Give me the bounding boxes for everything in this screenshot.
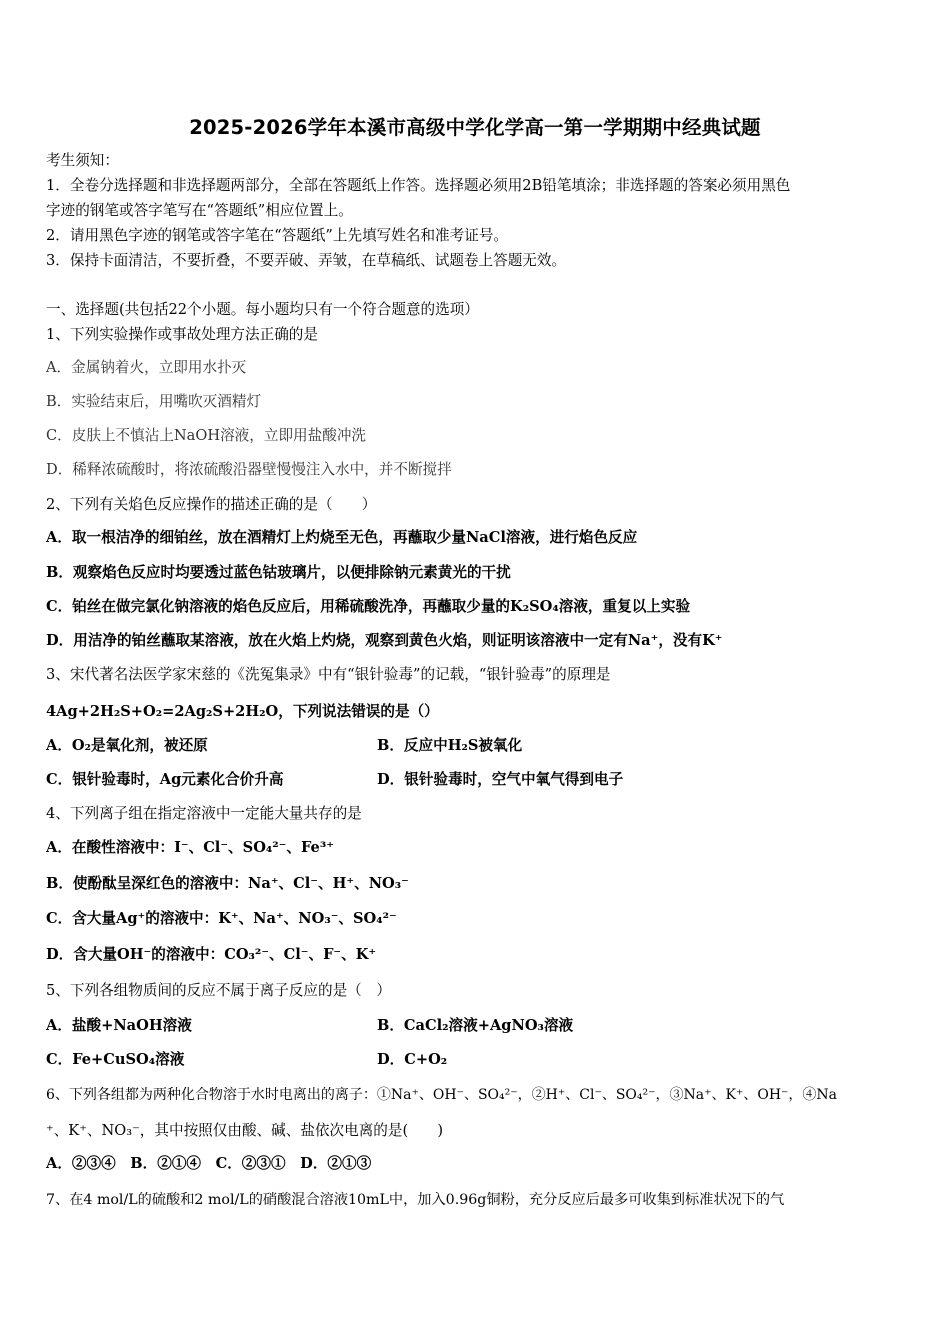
q4-option-d: D．含大量OH⁻的溶液中：CO₃²⁻、Cl⁻、F⁻、K⁺ xyxy=(46,946,377,963)
q3-option-d: D．银针验毒时，空气中氧气得到电子 xyxy=(377,771,624,788)
q2-option-d: D．用洁净的铂丝蘸取某溶液，放在火焰上灼烧，观察到黄色火焰，则证明该溶液中一定有Na⁺，没有K⁺ xyxy=(46,632,723,649)
q6-options: A．②③④ B．②①④ C．②③① D．②①③ xyxy=(46,1155,372,1172)
q5-option-d: D．C+O₂ xyxy=(377,1051,448,1068)
q3-equation: 4Ag+2H₂S+O₂=2Ag₂S+2H₂O，下列说法错误的是（） xyxy=(46,703,439,720)
q3-stem: 3、宋代著名法医学家宋慈的《洗冤集录》中有“银针验毒”的记载，“银针验毒”的原理是 xyxy=(46,666,611,683)
q6-stem-line-2: ⁺、K⁺、NO₃⁻，其中按照仅由酸、碱、盐依次电离的是( ) xyxy=(46,1122,444,1139)
notice-item-1: 1．全卷分选择题和非选择题两部分，全部在答题纸上作答。选择题必须用2B铅笔填涂；非选择题的答案必须用黑色 xyxy=(46,177,791,194)
q4-stem: 4、下列离子组在指定溶液中一定能大量共存的是 xyxy=(46,805,362,822)
notice-item-2: 2．请用黑色字迹的钢笔或答字笔在“答题纸”上先填写姓名和准考证号。 xyxy=(46,227,509,244)
page-title: 2025-2026学年本溪市高级中学化学高一第一学期期中经典试题 xyxy=(189,116,761,139)
q2-option-c: C．铂丝在做完氯化钠溶液的焰色反应后，用稀硫酸洗净，再蘸取少量的K₂SO₄溶液，重复以上实验 xyxy=(46,598,691,615)
notice-item-1-cont: 字迹的钢笔或答字笔写在“答题纸”相应位置上。 xyxy=(46,202,353,219)
q2-stem: 2、下列有关焰色反应操作的描述正确的是（ ） xyxy=(46,496,377,513)
notice-item-3: 3．保持卡面清洁，不要折叠，不要弄破、弄皱，在草稿纸、试题卷上答题无效。 xyxy=(46,252,567,269)
q1-option-c: C．皮肤上不慎沾上NaOH溶液，立即用盐酸冲洗 xyxy=(46,427,367,444)
q2-option-b: B．观察焰色反应时均要透过蓝色钴玻璃片，以便排除钠元素黄光的干扰 xyxy=(46,564,511,581)
q4-option-b: B．使酚酞呈深红色的溶液中：Na⁺、Cl⁻、H⁺、NO₃⁻ xyxy=(46,875,409,892)
q3-option-a: A．O₂是氧化剂，被还原 xyxy=(46,737,208,754)
q1-option-b: B．实验结束后，用嘴吹灭酒精灯 xyxy=(46,393,262,410)
notice-heading: 考生须知： xyxy=(46,152,119,169)
q4-option-c: C．含大量Ag⁺的溶液中：K⁺、Na⁺、NO₃⁻、SO₄²⁻ xyxy=(46,910,397,927)
q5-stem: 5、下列各组物质间的反应不属于离子反应的是（ ） xyxy=(46,982,391,999)
q6-stem-line-1: 6、下列各组都为两种化合物溶于水时电离出的离子：①Na⁺、OH⁻、SO₄²⁻，②H⁺、Cl⁻、SO₄²⁻，③Na⁺、K⁺、OH⁻，④Na xyxy=(46,1087,838,1103)
q5-option-b: B．CaCl₂溶液+AgNO₃溶液 xyxy=(377,1017,574,1034)
q4-option-a: A．在酸性溶液中：I⁻、Cl⁻、SO₄²⁻、Fe³⁺ xyxy=(46,839,334,856)
q5-option-a: A．盐酸+NaOH溶液 xyxy=(46,1017,192,1034)
q3-option-c: C．银针验毒时，Ag元素化合价升高 xyxy=(46,771,284,788)
q3-option-b: B．反应中H₂S被氧化 xyxy=(377,737,523,754)
q1-stem: 1、下列实验操作或事故处理方法正确的是 xyxy=(46,326,318,343)
q2-option-a: A．取一根洁净的细铂丝，放在酒精灯上灼烧至无色，再蘸取少量NaCl溶液，进行焰色反应 xyxy=(46,529,638,546)
q7-stem: 7、在4 mol/L的硫酸和2 mol/L的硝酸混合溶液10mL中，加入0.96g铜粉，充分反应后最多可收集到标准状况下的气 xyxy=(46,1192,785,1208)
section-heading: 一、选择题(共包括22个小题。每小题均只有一个符合题意的选项） xyxy=(46,301,479,318)
q1-option-d: D．稀释浓硫酸时，将浓硫酸沿器壁慢慢注入水中，并不断搅拌 xyxy=(46,461,452,478)
q1-option-a: A．金属钠着火，立即用水扑灭 xyxy=(46,359,247,376)
q5-option-c: C．Fe+CuSO₄溶液 xyxy=(46,1051,185,1068)
